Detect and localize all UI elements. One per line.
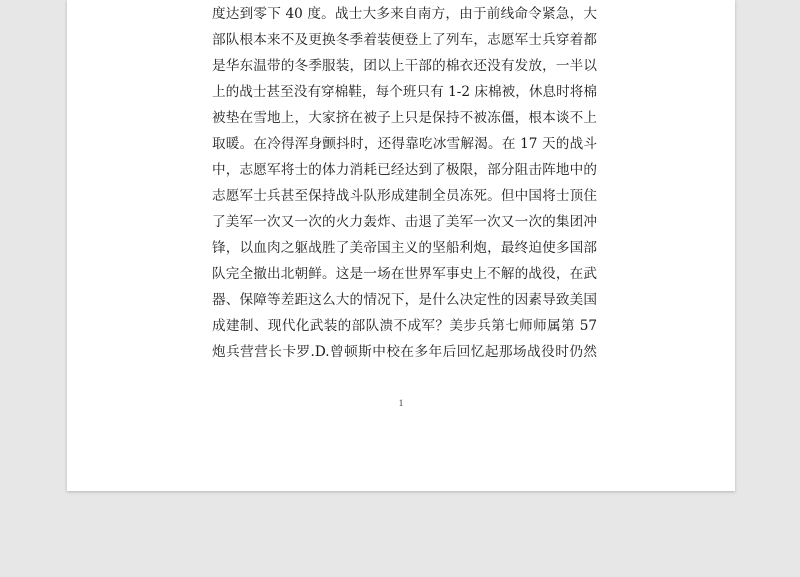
text-line: 队完全撤出北朝鲜。这是一场在世界军事史上不解的战役，在武 [212, 266, 597, 282]
text-line: 取暖。在冷得浑身颤抖时，还得靠吃冰雪解渴。在 17 天的战斗 [212, 136, 597, 152]
text-line: 中，志愿军将士的体力消耗已经达到了极限，部分阻击阵地中的 [212, 162, 597, 178]
text-line: 炮兵营营长卡罗.D.曾顿斯中校在多年后回忆起那场战役时仍然 [212, 344, 597, 360]
text-line: 器、保障等差距这么大的情况下，是什么决定性的因素导致美国 [212, 292, 597, 308]
text-line: 了美军一次又一次的火力轰炸、击退了美军一次又一次的集团冲 [212, 214, 597, 230]
text-line: 上的战士甚至没有穿棉鞋，每个班只有 1-2 床棉被，休息时将棉 [212, 84, 597, 100]
text-line: 成建制、现代化武装的部队溃不成军？美步兵第七师师属第 57 [212, 318, 597, 334]
text-line: 被垫在雪地上，大家挤在被子上只是保持不被冻僵，根本谈不上 [212, 110, 597, 126]
text-line: 志愿军士兵甚至保持战斗队形成建制全员冻死。但中国将士顶住 [212, 188, 597, 204]
text-line: 锋，以血肉之躯战胜了美帝国主义的坚船利炮，最终迫使多国部 [212, 240, 597, 256]
page-number: 1 [398, 398, 404, 408]
text-line: 是华东温带的冬季服装，团以上干部的棉衣还没有发放，一半以 [212, 58, 597, 74]
body-text [212, 0, 597, 365]
text-line: 部队根本来不及更换冬季着装便登上了列车，志愿军士兵穿着都 [212, 32, 597, 48]
document-page [67, 0, 735, 491]
text-line: 度达到零下 40 度。战士大多来自南方，由于前线命令紧急，大 [212, 6, 597, 22]
